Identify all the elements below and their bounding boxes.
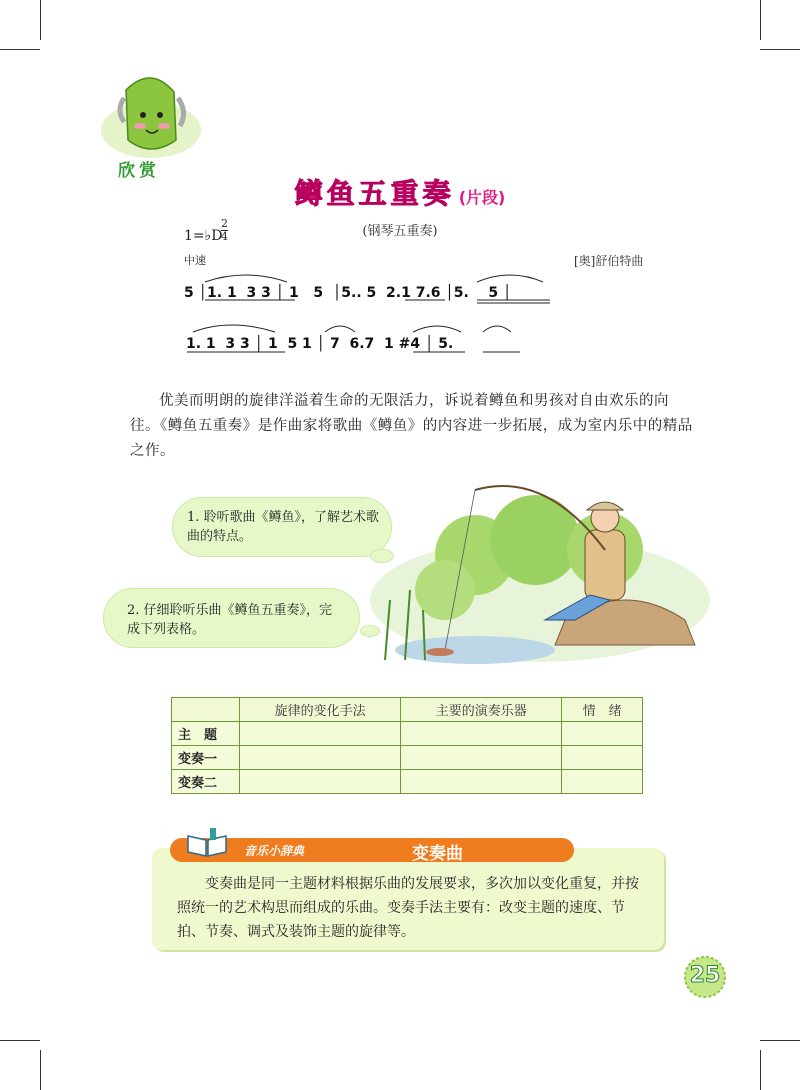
table-cell[interactable] [401, 722, 562, 746]
crop-mark [0, 1040, 40, 1041]
crop-mark [760, 49, 800, 50]
subtitle: (钢琴五重奏) [362, 224, 438, 239]
table-header-row [172, 698, 643, 722]
table-row-label: 主 题 [172, 722, 240, 746]
table-cell[interactable] [401, 746, 562, 770]
composer-credit: [奥]舒伯特曲 [574, 254, 644, 268]
table-cell[interactable] [401, 770, 562, 794]
time-signature [221, 218, 228, 243]
table-header-cell: 主要的演奏乐器 [401, 698, 562, 722]
time-bottom: 4 [221, 230, 228, 243]
fishing-scene-illustration [365, 470, 715, 670]
table-cell[interactable] [562, 746, 643, 770]
mascot-icon [96, 70, 206, 160]
book-icon [186, 826, 228, 858]
listening-table [171, 697, 643, 794]
bubble-text-1: 1. 聆听歌曲《鳟鱼》，了解艺术歌曲的特点。 [187, 510, 380, 544]
table-header-cell: 情 绪 [562, 698, 643, 722]
page-title [0, 172, 800, 212]
dictionary-label: 音乐小辞典 [244, 844, 305, 858]
table-row [172, 722, 643, 746]
tempo-marking: 中速 [184, 254, 206, 267]
table-row-label: 变奏二 [172, 770, 240, 794]
table-row [172, 746, 643, 770]
table-cell[interactable] [240, 746, 401, 770]
music-notation [175, 260, 685, 370]
page-number: 25 [689, 963, 721, 988]
crop-mark [40, 1050, 41, 1090]
title-main: 鳟鱼五重奏 [294, 177, 455, 210]
dictionary-text: 变奏曲是同一主题材料根据乐曲的发展要求，多次加以变化重复，并按照统一的艺术构思而组成的乐曲。变奏手法主要有：改变主题的速度、节拍、节奏、调式及装饰主题的旋律等。 [177, 876, 639, 940]
time-top: 2 [221, 217, 228, 230]
table-row-label: 变奏一 [172, 746, 240, 770]
key-signature: 1=♭D [184, 228, 223, 244]
dictionary-title: 变奏曲 [412, 844, 463, 864]
crop-mark [40, 0, 41, 40]
table-cell[interactable] [240, 722, 401, 746]
table-header-cell [172, 698, 240, 722]
intro-paragraph: 优美而明朗的旋律洋溢着生命的无限活力，诉说着鳟鱼和男孩对自由欢乐的向往。《鳟鱼五重奏》是作曲家将歌曲《鳟鱼》的内容进一步拓展，成为室内乐中的精品之作。 [130, 393, 693, 459]
dictionary-banner [170, 838, 574, 862]
crop-mark [760, 1050, 761, 1090]
crop-mark [760, 0, 761, 40]
table-header-cell: 旋律的变化手法 [240, 698, 401, 722]
crop-mark [760, 1040, 800, 1041]
title-sub: (片段) [458, 188, 506, 207]
bubble-text-2: 2. 仔细聆听乐曲《鳟鱼五重奏》，完成下列表格。 [127, 603, 333, 637]
table-cell[interactable] [240, 770, 401, 794]
table-cell[interactable] [562, 770, 643, 794]
table-row [172, 770, 643, 794]
section-label: 欣赏 [118, 161, 160, 181]
score-line-1: 5 │1. 1 3 3 │ 1 5 │5.. 5 2.1 7.6 │5. 5 │ [184, 285, 512, 301]
table-cell[interactable] [562, 722, 643, 746]
crop-mark [0, 49, 40, 50]
score-line-2: 1. 1 3 3 │ 1 5 1 │ 7 6.7 1 #4 │ 5. [186, 336, 454, 352]
